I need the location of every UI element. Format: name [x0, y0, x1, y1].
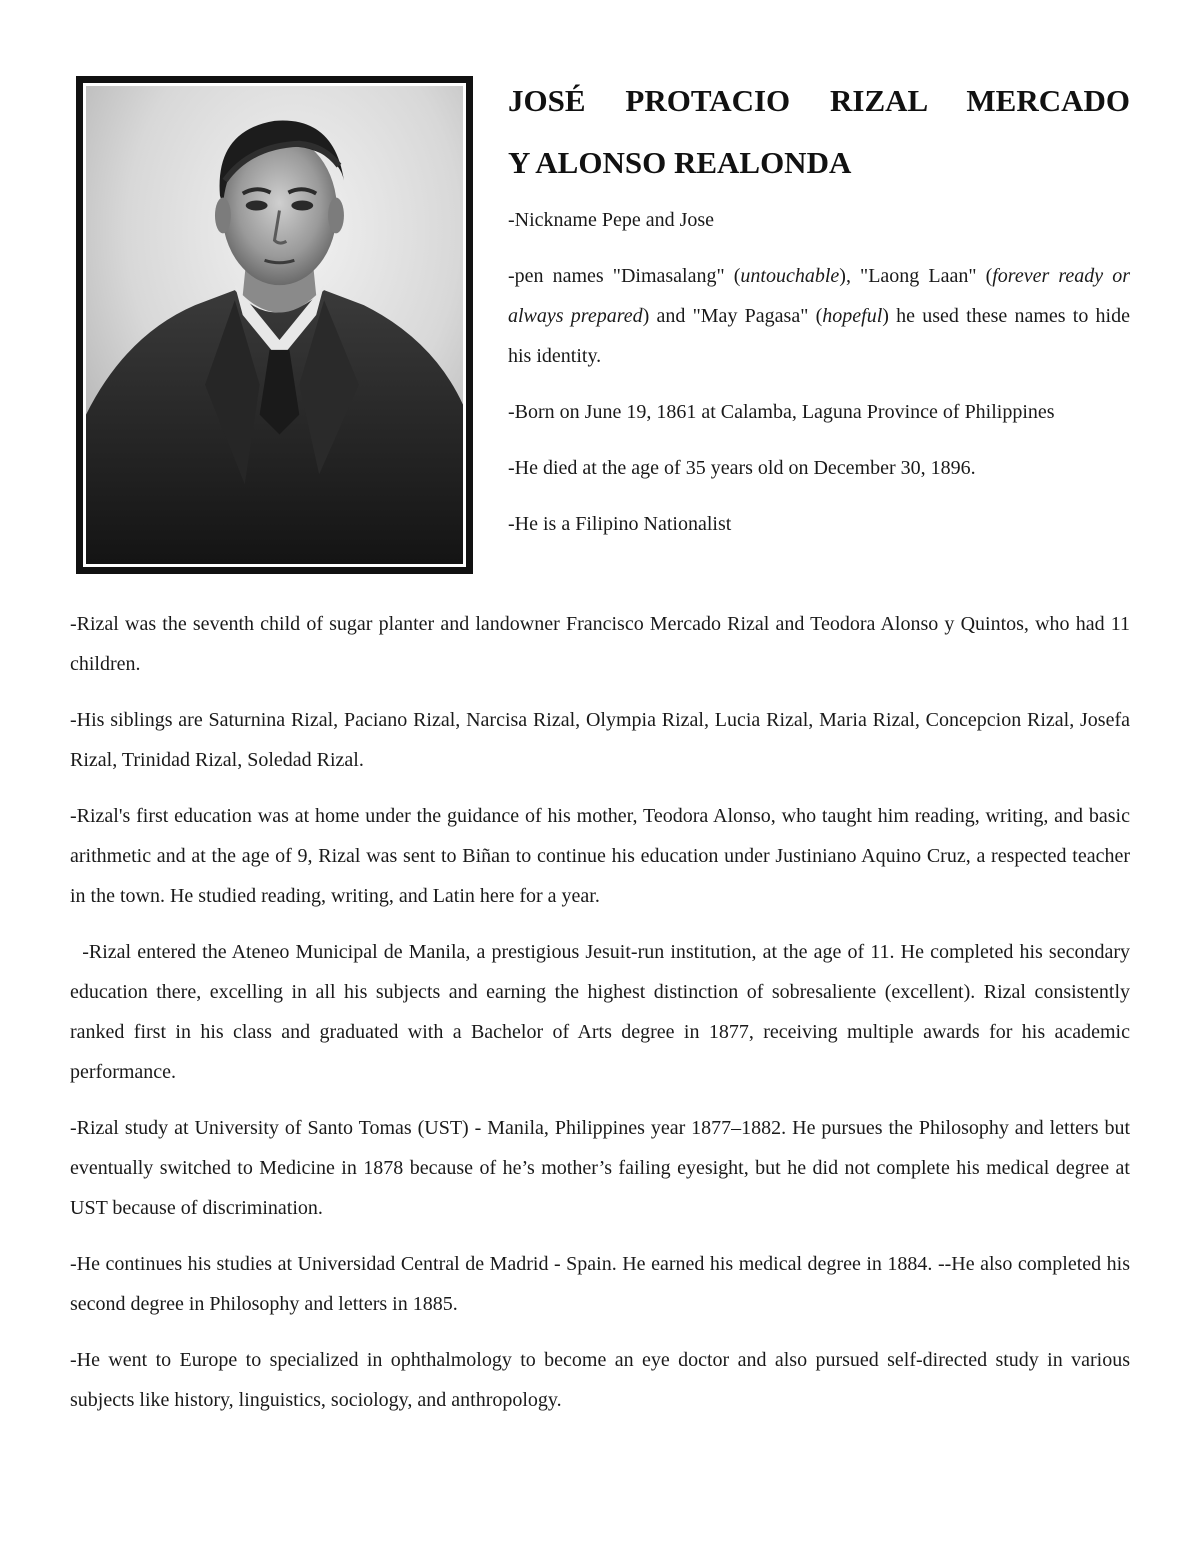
ateneo-text: -Rizal entered the Ateneo Municipal de Manila, a prestigious Jesuit-run institution, at the age of 11. He completed his secondary education there, excelling in all his subjects and earning the highest distinction of sobresaliente (excellent). Rizal consistently ranked first in his class and graduated with a Bachelor of Arts degree in 1877, receiving multiple awards for his academic performance. — [70, 941, 1130, 1083]
nationality-fact: -He is a Filipino Nationalist — [508, 513, 732, 535]
siblings-paragraph: -His siblings are Saturnina Rizal, Paciano Rizal, Narcisa Rizal, Olympia Rizal, Lucia Rizal, Maria Rizal, Concepcion Rizal, Josefa Rizal, Trinidad Rizal, Soledad Rizal. — [70, 709, 1130, 771]
pen-names-text-3: ) and "May Pagasa" ( — [642, 305, 823, 327]
portrait-frame — [76, 76, 473, 574]
pen-names-text-4: ) he used these names to hide his identity. — [508, 305, 1130, 367]
page-title — [508, 70, 1130, 194]
pen-name-meaning-2: forever ready or always prepared — [508, 265, 1131, 327]
pen-names-text-1: -pen names "Dimasalang" ( — [508, 265, 741, 287]
ust-paragraph: -Rizal study at University of Santo Tomas (UST) - Manila, Philippines year 1877–1882. He pursues the Philosophy and letters but eventually switched to Medicine in 1878 because of he’s mother’s failing eyesight, but he did not complete his medical degree at UST because of discrimination. — [70, 1117, 1130, 1219]
pen-name-meaning-1: untouchable — [740, 265, 840, 287]
death-fact: -He died at the age of 35 years old on December 30, 1896. — [508, 457, 976, 479]
pen-name-meaning-3: hopeful — [822, 305, 883, 327]
pen-names-text-2: ), "Laong Laan" ( — [839, 265, 993, 287]
biography-body — [70, 604, 1130, 1436]
portrait-photo — [86, 86, 463, 564]
nickname-fact: -Nickname Pepe and Jose — [508, 209, 715, 231]
madrid-paragraph: -He continues his studies at Universidad Central de Madrid - Spain. He earned his medical degree in 1884. --He also completed his second degree in Philosophy and letters in 1885. — [70, 1253, 1130, 1315]
title-line-2: Y ALONSO REALONDA — [508, 145, 852, 180]
ateneo-paragraph — [70, 932, 1130, 1092]
biography-summary — [508, 200, 1130, 560]
europe-paragraph: -He went to Europe to specialized in ophthalmology to become an eye doctor and also pursued self-directed study in various subjects like history, linguistics, sociology, and anthropology. — [70, 1349, 1130, 1411]
title-line-1: JOSÉ PROTACIO RIZAL MERCADO — [508, 83, 1130, 118]
early-education-paragraph: -Rizal's first education was at home under the guidance of his mother, Teodora Alonso, who taught him reading, writing, and basic arithmetic and at the age of 9, Rizal was sent to Biñan to continue his education under Justiniano Aquino Cruz, a respected teacher in the town. He studied reading, writing, and Latin here for a year. — [70, 805, 1130, 907]
family-paragraph: -Rizal was the seventh child of sugar planter and landowner Francisco Mercado Rizal and Teodora Alonso y Quintos, who had 11 children. — [70, 613, 1130, 675]
birth-fact: -Born on June 19, 1861 at Calamba, Laguna Province of Philippines — [508, 401, 1055, 423]
pen-names-fact — [508, 256, 1130, 376]
